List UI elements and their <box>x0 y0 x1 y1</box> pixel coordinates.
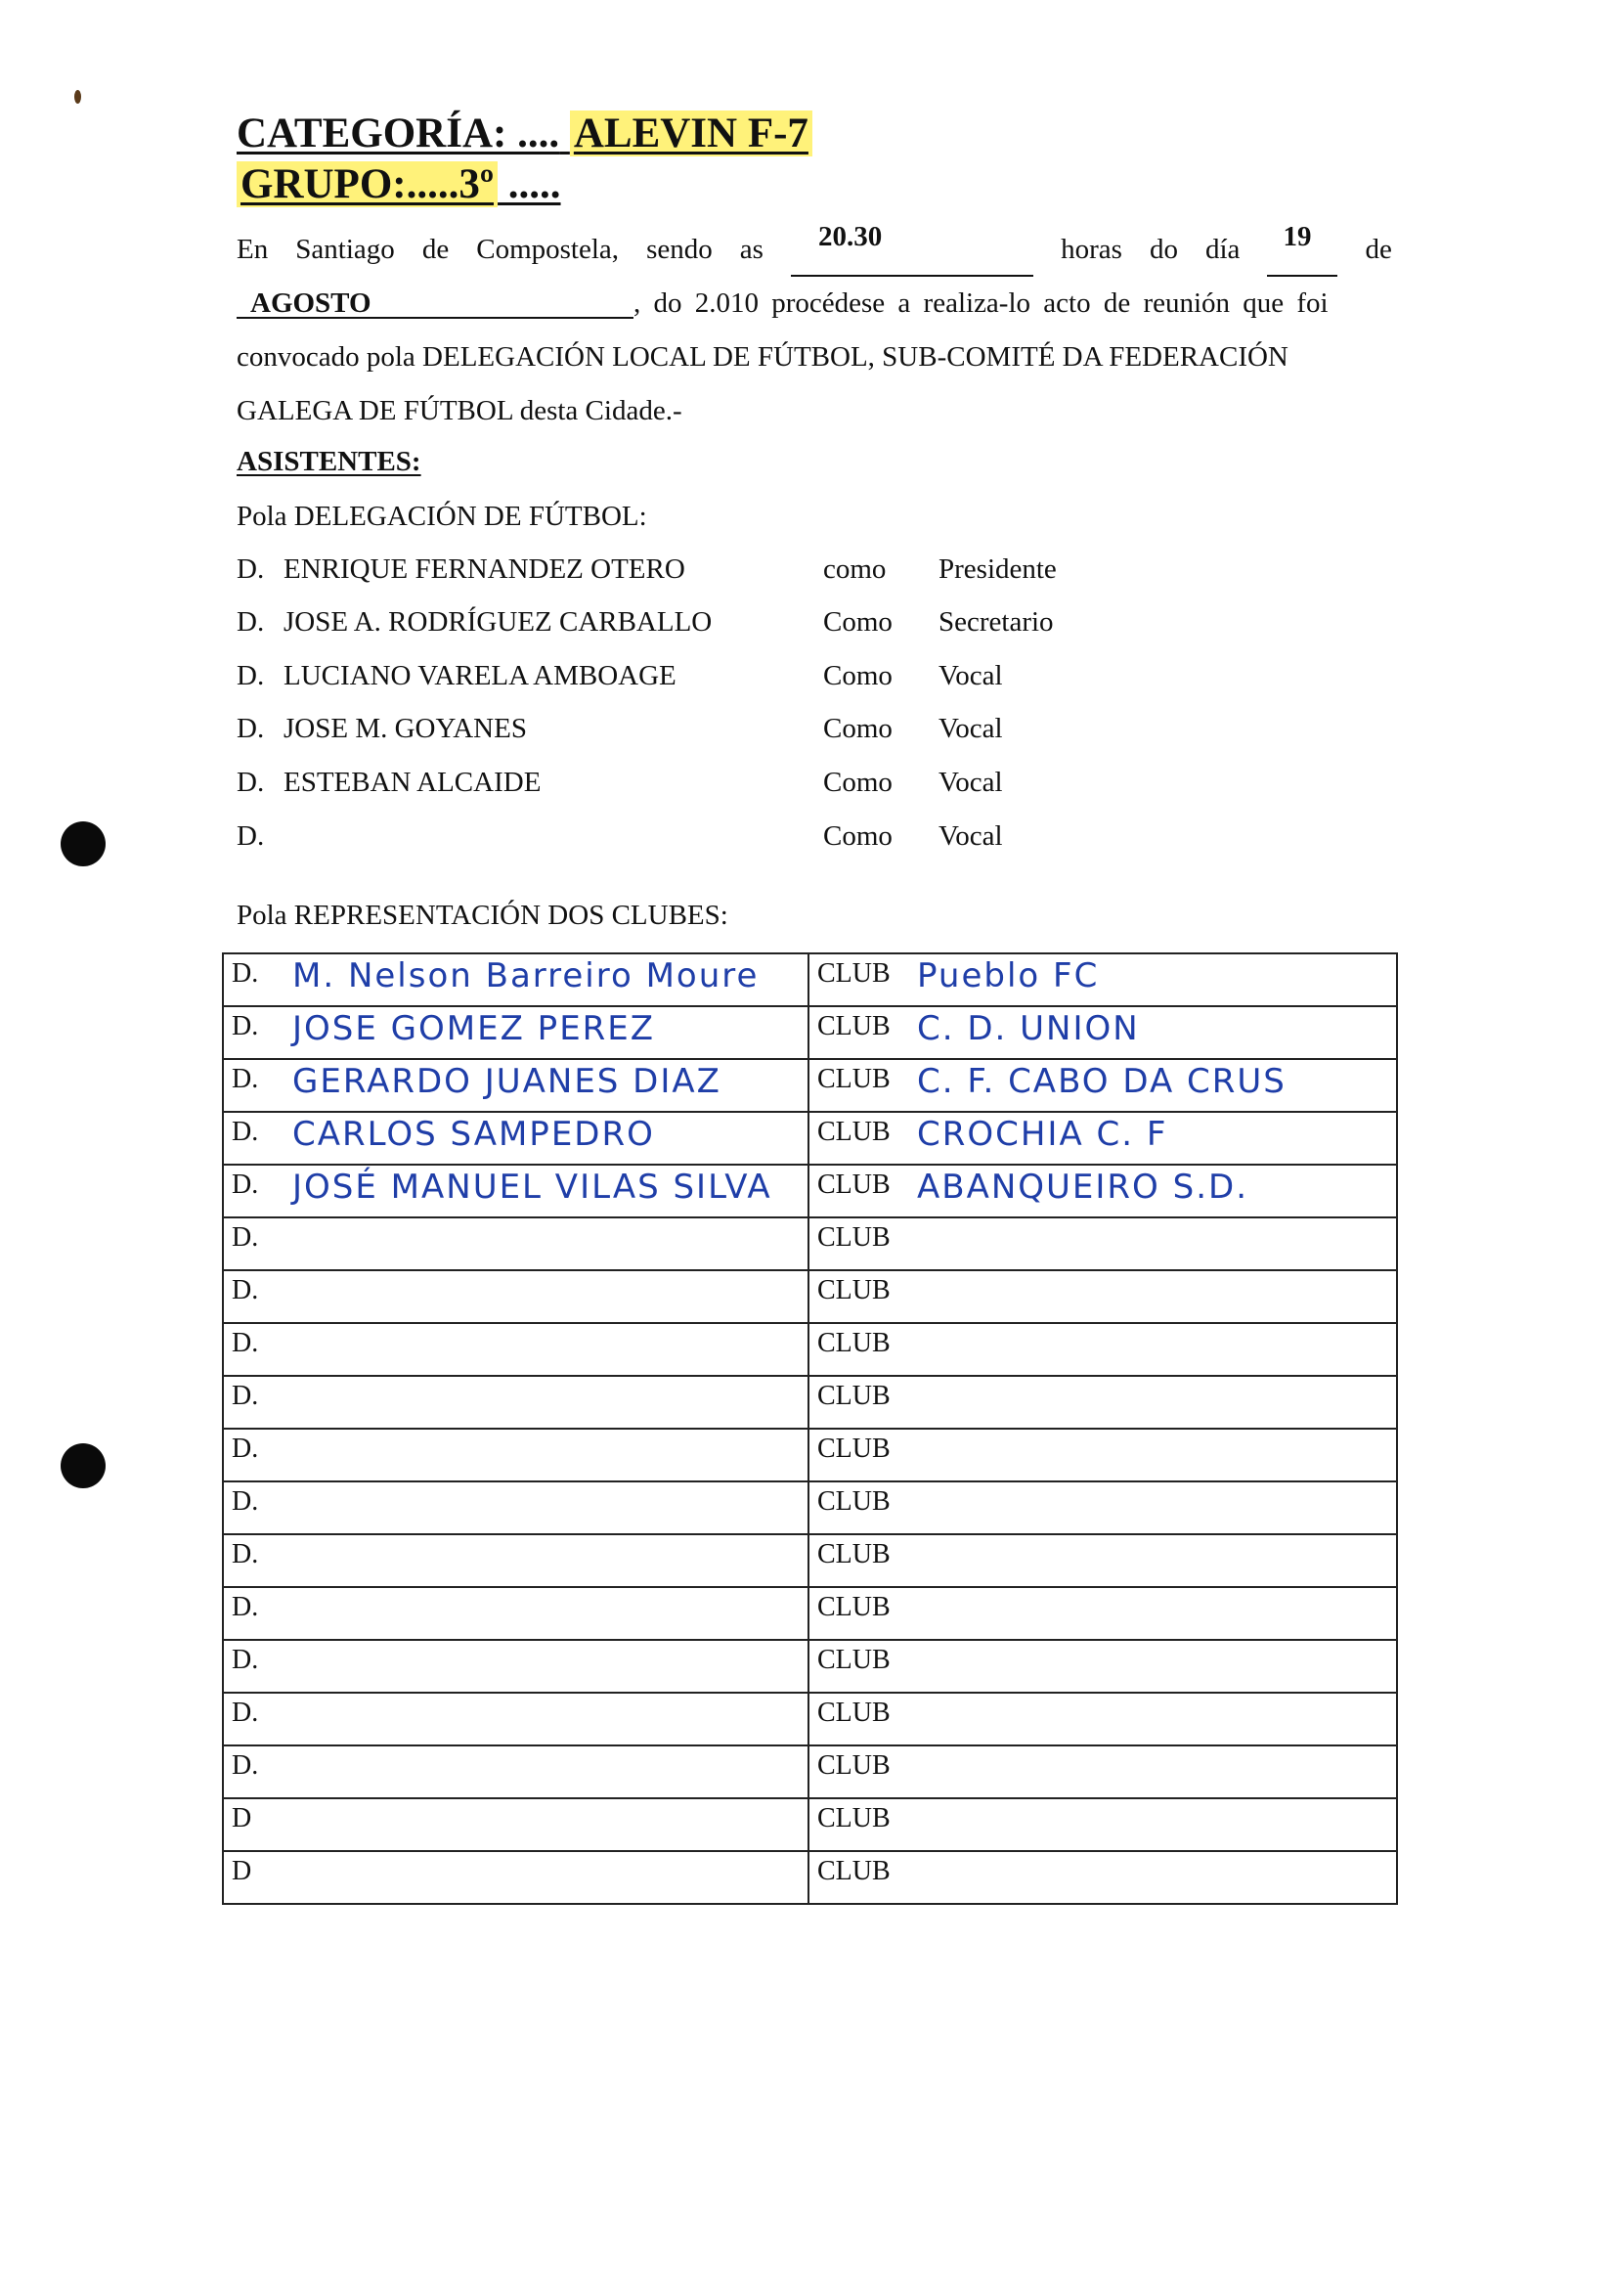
club-row <box>223 1851 1397 1904</box>
grupo-trail: ..... <box>498 161 561 207</box>
representative-prefix: D. <box>232 1645 259 1675</box>
member-como: Como <box>823 820 893 852</box>
punch-hole-top <box>61 821 106 866</box>
intro-word: de <box>421 234 450 265</box>
handwritten-club-name: C. D. UNION <box>917 1009 1140 1048</box>
representative-cell <box>223 1745 808 1798</box>
intro-line-3-text: convocado pola DELEGACIÓN LOCAL DE FÚTBOL, SUB-COMITÉ DA FEDERACIÓN <box>237 341 1288 373</box>
club-cell <box>808 1323 1397 1376</box>
handwritten-club-name: C. F. CABO DA CRUS <box>917 1062 1287 1101</box>
representative-cell <box>223 1112 808 1165</box>
club-cell <box>808 1429 1397 1481</box>
club-cell <box>808 1640 1397 1693</box>
representative-prefix: D. <box>232 1434 259 1464</box>
club-cell <box>808 1693 1397 1745</box>
representative-prefix: D. <box>232 1539 259 1569</box>
club-row <box>223 1006 1397 1059</box>
representative-cell <box>223 1693 808 1745</box>
club-row <box>223 1534 1397 1587</box>
club-label: CLUB <box>817 1645 891 1675</box>
representative-prefix: D. <box>232 1222 259 1253</box>
clubes-heading: Pola REPRESENTACIÓN DOS CLUBES: <box>237 900 728 931</box>
club-label: CLUB <box>817 1434 891 1464</box>
member-prefix: D. <box>237 767 265 798</box>
intro-line-2 <box>237 277 1392 331</box>
club-row <box>223 1165 1397 1217</box>
club-row <box>223 1798 1397 1851</box>
delegacion-heading: Pola DELEGACIÓN DE FÚTBOL: <box>237 501 647 532</box>
representative-prefix: D <box>232 1803 252 1833</box>
representative-prefix: D. <box>232 1011 259 1041</box>
club-cell <box>808 1059 1397 1112</box>
member-name: ESTEBAN ALCAIDE <box>284 767 542 798</box>
representative-cell <box>223 1217 808 1270</box>
club-row <box>223 1270 1397 1323</box>
dia-field: 19 <box>1267 223 1337 277</box>
member-prefix: D. <box>237 606 265 638</box>
member-prefix: D. <box>237 553 265 585</box>
member-role: Vocal <box>938 660 1003 691</box>
member-name: JOSE A. RODRÍGUEZ CARBALLO <box>284 606 713 638</box>
club-label: CLUB <box>817 1328 891 1358</box>
representative-cell <box>223 1165 808 1217</box>
club-label: CLUB <box>817 1486 891 1517</box>
club-row <box>223 953 1397 1006</box>
stain-mark <box>74 90 81 104</box>
club-row <box>223 1745 1397 1798</box>
grupo-label: GRUPO:.....3º <box>237 161 498 207</box>
club-cell <box>808 1851 1397 1904</box>
intro-word: Santiago <box>295 234 395 265</box>
handwritten-representative-name: JOSÉ MANUEL VILAS SILVA <box>292 1168 772 1207</box>
grupo-heading <box>237 160 561 208</box>
club-cell <box>808 1587 1397 1640</box>
representative-prefix: D. <box>232 1381 259 1411</box>
intro-word: as <box>739 234 764 265</box>
representative-cell <box>223 1587 808 1640</box>
club-label: CLUB <box>817 1011 891 1041</box>
clubs-table <box>222 952 1398 1905</box>
handwritten-representative-name: JOSE GOMEZ PEREZ <box>292 1009 656 1048</box>
representative-prefix: D <box>232 1856 252 1886</box>
member-name: JOSE M. GOYANES <box>284 713 527 744</box>
intro-word: horas <box>1061 234 1122 265</box>
club-label: CLUB <box>817 1381 891 1411</box>
club-cell <box>808 1745 1397 1798</box>
club-row <box>223 1693 1397 1745</box>
representative-cell <box>223 1798 808 1851</box>
club-row <box>223 1640 1397 1693</box>
member-role: Vocal <box>938 713 1003 744</box>
club-cell <box>808 1481 1397 1534</box>
club-label: CLUB <box>817 1592 891 1622</box>
club-row <box>223 1217 1397 1270</box>
intro-line-1 <box>237 223 1392 277</box>
member-prefix: D. <box>237 713 265 744</box>
handwritten-club-name: CROCHIA C. F <box>917 1115 1168 1154</box>
mes-field: AGOSTO <box>237 289 633 319</box>
club-cell <box>808 1270 1397 1323</box>
representative-cell <box>223 1640 808 1693</box>
club-row <box>223 1429 1397 1481</box>
club-label: CLUB <box>817 1117 891 1147</box>
representative-prefix: D. <box>232 1064 259 1094</box>
intro-word: de <box>1365 234 1392 265</box>
handwritten-club-name: Pueblo FC <box>917 956 1100 995</box>
club-row <box>223 1323 1397 1376</box>
member-name: ENRIQUE FERNANDEZ OTERO <box>284 553 685 585</box>
representative-cell <box>223 1429 808 1481</box>
club-label: CLUB <box>817 1539 891 1569</box>
member-name: LUCIANO VARELA AMBOAGE <box>284 660 677 691</box>
club-cell <box>808 1798 1397 1851</box>
club-cell <box>808 1006 1397 1059</box>
club-label: CLUB <box>817 1170 891 1200</box>
member-como: como <box>823 553 887 585</box>
intro-line-2-text: , do 2.010 procédese a realiza-lo acto de reunión que foi <box>633 287 1329 319</box>
intro-word: día <box>1204 234 1241 265</box>
club-label: CLUB <box>817 1803 891 1833</box>
categoria-value: ALEVIN F-7 <box>570 110 812 156</box>
representative-prefix: D. <box>232 1592 259 1622</box>
representative-cell <box>223 1059 808 1112</box>
punch-hole-bottom <box>61 1443 106 1488</box>
representative-cell <box>223 953 808 1006</box>
member-role: Vocal <box>938 767 1003 798</box>
intro-paragraph <box>237 223 1392 438</box>
representative-cell <box>223 1270 808 1323</box>
representative-cell <box>223 1534 808 1587</box>
representative-prefix: D. <box>232 1117 259 1147</box>
categoria-label: CATEGORÍA: .... <box>237 110 560 156</box>
club-cell <box>808 1112 1397 1165</box>
member-role: Presidente <box>938 553 1057 585</box>
intro-word: sendo <box>646 234 713 265</box>
asistentes-heading: ASISTENTES: <box>237 446 421 477</box>
club-label: CLUB <box>817 1750 891 1781</box>
intro-line-3 <box>237 331 1392 384</box>
representative-prefix: D. <box>232 1275 259 1305</box>
member-como: Como <box>823 660 893 691</box>
member-role: Secretario <box>938 606 1054 638</box>
intro-word: En <box>237 234 269 265</box>
handwritten-representative-name: GERARDO JUANES DIAZ <box>292 1062 721 1101</box>
intro-word: do <box>1149 234 1178 265</box>
club-label: CLUB <box>817 1064 891 1094</box>
club-label: CLUB <box>817 1856 891 1886</box>
club-cell <box>808 953 1397 1006</box>
intro-line-4 <box>237 384 1392 438</box>
club-label: CLUB <box>817 1698 891 1728</box>
representative-prefix: D. <box>232 1750 259 1781</box>
handwritten-club-name: ABANQUEIRO S.D. <box>917 1168 1249 1207</box>
club-cell <box>808 1217 1397 1270</box>
club-cell <box>808 1534 1397 1587</box>
club-label: CLUB <box>817 1222 891 1253</box>
club-label: CLUB <box>817 1275 891 1305</box>
representative-prefix: D. <box>232 1328 259 1358</box>
handwritten-representative-name: M. Nelson Barreiro Moure <box>292 956 760 995</box>
intro-word: Compostela, <box>476 234 620 265</box>
club-row <box>223 1481 1397 1534</box>
representative-prefix: D. <box>232 958 259 989</box>
categoria-heading <box>237 110 812 157</box>
representative-prefix: D. <box>232 1170 259 1200</box>
club-row <box>223 1587 1397 1640</box>
representative-cell <box>223 1851 808 1904</box>
representative-cell <box>223 1376 808 1429</box>
member-como: Como <box>823 767 893 798</box>
member-como: Como <box>823 606 893 638</box>
club-row <box>223 1059 1397 1112</box>
club-label: CLUB <box>817 958 891 989</box>
representative-prefix: D. <box>232 1698 259 1728</box>
member-prefix: D. <box>237 820 265 852</box>
intro-line-4-text: GALEGA DE FÚTBOL desta Cidade.- <box>237 395 682 426</box>
club-cell <box>808 1165 1397 1217</box>
club-row <box>223 1112 1397 1165</box>
representative-cell <box>223 1323 808 1376</box>
handwritten-representative-name: CARLOS SAMPEDRO <box>292 1115 655 1154</box>
member-como: Como <box>823 713 893 744</box>
hora-field: 20.30 <box>791 223 1033 277</box>
club-cell <box>808 1376 1397 1429</box>
club-row <box>223 1376 1397 1429</box>
representative-cell <box>223 1481 808 1534</box>
representative-cell <box>223 1006 808 1059</box>
member-prefix: D. <box>237 660 265 691</box>
member-role: Vocal <box>938 820 1003 852</box>
representative-prefix: D. <box>232 1486 259 1517</box>
